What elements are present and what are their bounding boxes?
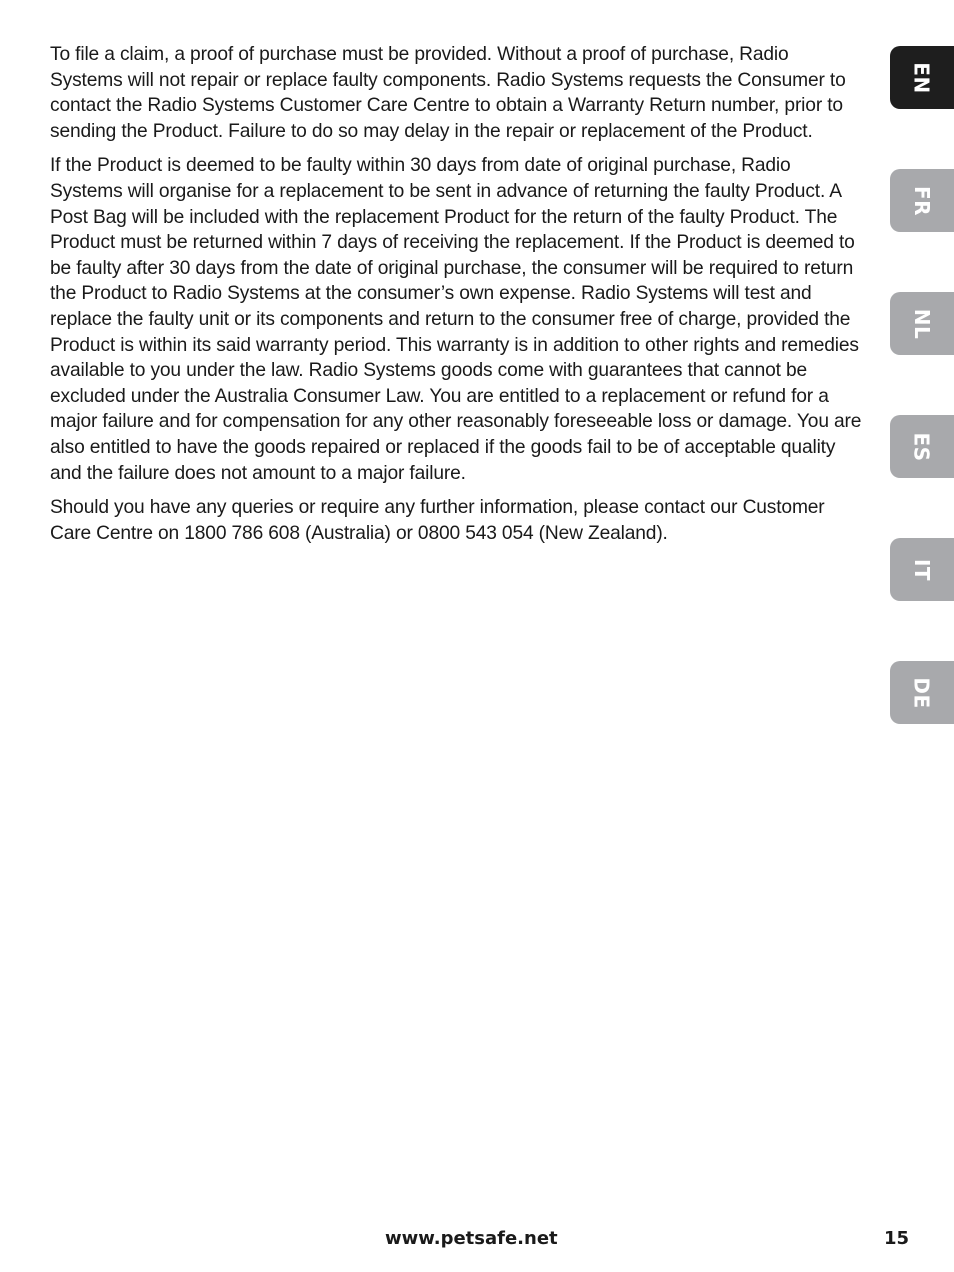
tab-de[interactable]: [890, 661, 954, 724]
main-content: [50, 42, 862, 555]
tab-en-label: EN: [910, 61, 934, 94]
page-number: 15: [884, 1228, 910, 1249]
paragraph-contact: Should you have any queries or require any further information, please contact our Customer Care Centre on 1800 786 608 (Australia) or 0800 543 054 (New Zealand).: [50, 497, 825, 544]
tab-fr-label: FR: [910, 185, 934, 216]
tab-es-label: ES: [909, 431, 934, 462]
tab-es[interactable]: [890, 415, 954, 478]
tab-fr[interactable]: [890, 169, 954, 232]
tab-de-label: DE: [909, 676, 934, 709]
paragraph-faulty-product: If the Product is deemed to be faulty within 30 days from date of original purchase, Radio Systems will organise for a replacement to be sent in advance of returning the faulty Product. A Post Bag will be included with the replacement Product for the return of the faulty Product. The Product must be returned within 7 days of receiving the replacement. If the Product is deemed to be faulty after 30 days from the date of original purchase, the consumer will be required to return the Product to Radio Systems at the consumer’s own expense. Radio Systems will test and replace the faulty unit or its components and return to the consumer free of charge, provided the Product is within its said warranty period. This warranty is in addition to other rights and remedies available to you under the law. Radio Systems goods come with guarantees that cannot be excluded under the Australia Consumer Law. You are entitled to a replacement or refund for a major failure and for compensation for any other reasonably foreseeable loss or damage. You are also entitled to have the goods repaired or replaced if the goods fail to be of acceptable quality and the failure does not amount to a major failure.: [50, 155, 862, 484]
tab-en[interactable]: [890, 46, 954, 109]
tab-nl[interactable]: [890, 292, 954, 355]
tab-it[interactable]: [890, 538, 954, 601]
footer-url[interactable]: www.petsafe.net: [385, 1228, 558, 1249]
tab-nl-label: NL: [909, 308, 934, 339]
tab-it-label: IT: [910, 558, 934, 581]
paragraph-claim: To file a claim, a proof of purchase must be provided. Without a proof of purchase, Radio Systems will not repair or replace faulty components. Radio Systems requests the Consumer to contact the Radio Systems Customer Care Centre to obtain a Warranty Return number, prior to sending the Product. Failure to do so may delay in the repair or replacement of the Product.: [50, 44, 846, 142]
